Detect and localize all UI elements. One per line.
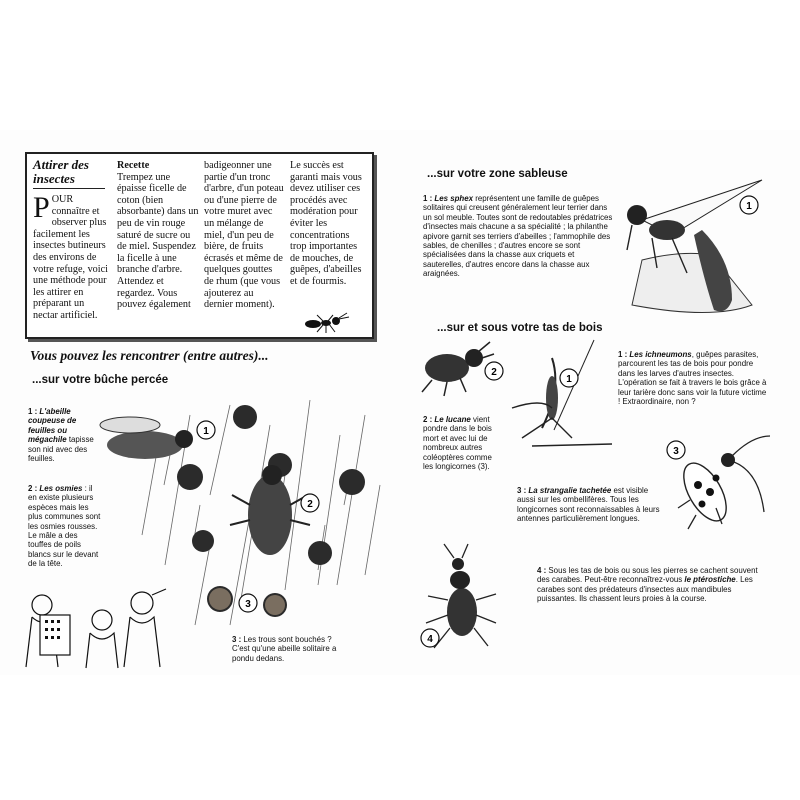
marker-label: 1 [203, 426, 209, 437]
warning-column [290, 160, 366, 288]
leafcutter-bee-drawing [100, 417, 193, 459]
note-number: 2 : [423, 415, 433, 424]
intro-column [33, 191, 111, 322]
osmia-bee-drawing [230, 465, 310, 555]
marker-label: 2 [307, 499, 313, 510]
note-text: tapisse son nid avec des feuilles. [28, 435, 94, 464]
marker-label: 2 [491, 367, 497, 378]
recipe-continued-column [204, 160, 284, 311]
marker-label: 1 [746, 201, 752, 212]
marker-label: 3 [245, 599, 251, 610]
note-text: Sous les tas de bois ou sous les pierres se cachent souvent des carabes. Peut-être reconnaîtrez-vous [537, 566, 758, 585]
note-text: : il en existe plusieurs espèces mais les plus communes sont les osmies rousses. Le mâle a des touffes de poils blancs sur le devant de la tête. [28, 484, 101, 569]
species-name: L'abeille coupeuse de feuilles ou mégachile [28, 407, 77, 445]
note-number: 1 : [28, 407, 38, 416]
note-number: 3 : [517, 486, 527, 495]
log-subheading: ...sur votre bûche percée [32, 374, 169, 386]
ichneumon-drawing [512, 340, 612, 446]
marker-label: 4 [427, 634, 433, 645]
note-number: 2 : [28, 484, 38, 493]
species-name: Le lucane [434, 415, 471, 424]
species-name: La strangalie tachetée [528, 486, 612, 495]
attract-insects-box [25, 152, 374, 339]
ant-illustration [299, 312, 359, 334]
species-name: le ptérostiche [684, 575, 736, 585]
marker-3 [239, 594, 257, 612]
title-rule [33, 188, 105, 189]
note-text: représentent une famille de guêpes solitaires qui creusent généralement leur terrier dans un sol meuble. Toutes sont de redoutables prédatrices d'insectes mais chacune a sa spécialité ; la philanthe apivore garnit ses terriers d'abeilles ; l'ammophile des sables, de chenilles ; d'autres encore se sont spécialisées dans la chasse aux criquets et sauterelles, d'autres encore dans la chasse aux araignées. [423, 194, 613, 279]
note-stag-beetle [423, 415, 501, 471]
note-text: , guêpes parasites, parcourent les tas de bois pour pondre dans les larves d'autres insectes. L'opération se fait à travers le bois grâce à leur tarière donc sans voir la future victime ! Extraordinaire, non ? [618, 350, 767, 407]
box-title: Attirer des insectes [33, 157, 89, 186]
longhorn-beetle-illustration [660, 430, 780, 540]
intro-text: OUR connaître et observer plus facilement les insectes butineurs des environs de votre refuge, voici une méthode pour les attirer en préparant un nectar artificiel. [33, 194, 108, 321]
species-name: Les ichneumons [629, 350, 692, 359]
sphex-wasp-illustration [612, 170, 772, 330]
note-osmia [28, 484, 102, 569]
note-number: 1 : [423, 194, 433, 203]
sand-subheading: ...sur votre zone sableuse [427, 168, 568, 180]
note-text: Les trous sont bouchés ? C'est qu'une abeille solitaire a pondu dedans. [232, 635, 337, 663]
recipe-text: Trempez une épaisse ficelle de coton (bien absorbante) dans un peu de vin rouge saturé de sucre ou de miel. Suspendez la ficelle à une branche d'arbre. Attendez et regardez. Vous pouvez également [117, 171, 199, 311]
note-plugged-holes [232, 635, 350, 663]
marker-label: 1 [566, 374, 572, 385]
note-text: est visible aussi sur les ombellifères. Tous les longicornes sont reconnaissables à leurs antennes particulièrement longues. [517, 486, 660, 524]
marker-label: 3 [673, 446, 679, 457]
marker-2 [301, 494, 319, 512]
recipe-column [117, 160, 199, 311]
drop-cap: P [33, 191, 50, 224]
note-number: 1 : [618, 350, 628, 359]
species-name: Les sphex [434, 194, 474, 203]
recipe-continued-text: badigeonner une partie d'un tronc d'arbre, d'un poteau ou d'une pierre de votre muret avec un mélange de miel, d'un peu de bière, de fruits écrasés et même de quelques gouttes de rhum (que vous ajouterez au dernier moment). [204, 160, 284, 311]
species-name: Les osmies [39, 484, 83, 493]
note-number: 3 : [232, 635, 242, 644]
note-leafcutter-bee [28, 407, 100, 463]
warning-text: Le succès est garanti mais vous devez utiliser ces procédés avec modération pour éviter les concentrations trop importantes de mouches, de guêpes, d'abeilles et de fourmis. [290, 160, 362, 287]
note-number: 4 : [537, 566, 547, 575]
children-illustration [12, 585, 182, 670]
ground-beetle-illustration [412, 540, 512, 660]
woodpile-subheading: ...sur et sous votre tas de bois [437, 322, 603, 334]
stag-beetle-drawing [422, 342, 503, 396]
note-text: . Les carabes sont des prédateurs d'insectes aux mandibules puissantes. Ils chassent leurs proies à la course. [537, 575, 753, 604]
marker-1 [197, 421, 215, 439]
encounter-heading: Vous pouvez les rencontrer (entre autres)... [30, 348, 269, 363]
note-text: vient pondre dans le bois mort et avec lui de nombreux autres coléoptères comme les longicornes (3). [423, 415, 492, 472]
note-ichneumon [618, 350, 768, 406]
note-strangalia [517, 486, 667, 524]
recipe-title: Recette [117, 160, 150, 171]
note-ground-beetle [537, 566, 767, 604]
note-sphex [423, 194, 613, 279]
